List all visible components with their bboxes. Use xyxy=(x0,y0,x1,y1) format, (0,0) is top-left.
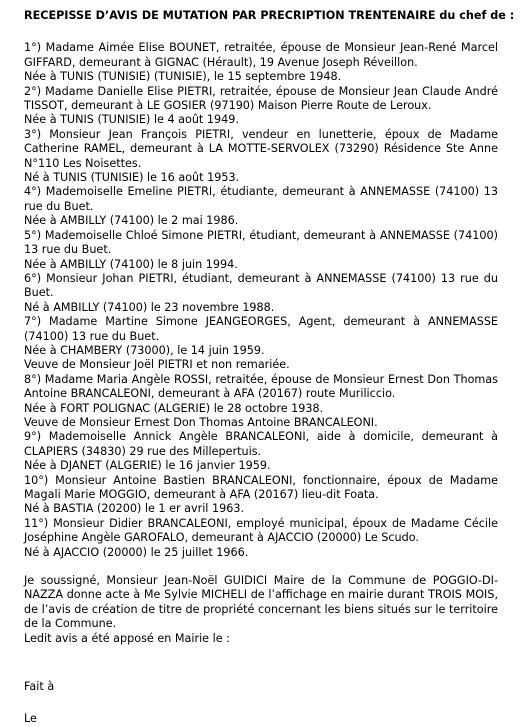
heir-detail-line: Née à FORT POLIGNAC (ALGERIE) le 28 octobre 1938. xyxy=(24,401,324,415)
document-title: RECEPISSE D’AVIS DE MUTATION PAR PRECRIPTION TRENTENAIRE du chef de : xyxy=(24,9,515,22)
heir-entry xyxy=(24,315,498,373)
heir-description: 9°) Mademoiselle Annick Angèle BRANCALEONI, aide à domicile, demeurant à CLAPIERS (34830) 29 rue des Millepertuis. xyxy=(24,430,498,458)
closing-section xyxy=(24,574,498,646)
posting-date-line: Ledit avis a été apposé en Mairie le : xyxy=(24,631,230,645)
heir-detail-line: Née à TUNIS (TUNISIE) le 4 août 1949. xyxy=(24,113,239,127)
signature-place: Fait à xyxy=(24,680,55,694)
heir-entry xyxy=(24,517,498,560)
heir-detail-line: Né à AJACCIO (20000) le 25 juillet 1966. xyxy=(24,545,249,559)
heir-entry xyxy=(24,41,498,84)
heir-detail-line: Née à AMBILLY (74100) le 2 mai 1986. xyxy=(24,214,239,228)
heir-entry xyxy=(24,185,498,228)
heir-detail-line: Veuve de Monsieur Joël PIETRI et non remariée. xyxy=(24,358,290,372)
heir-detail-line: Née à AMBILLY (74100) le 8 juin 1994. xyxy=(24,257,238,271)
heir-entry xyxy=(24,229,498,272)
heir-entry xyxy=(24,373,498,431)
heir-description: 10°) Monsieur Antoine Bastien BRANCALEONI, fonctionnaire, époux de Madame Magali Marie MOGGIO, demeurant à AFA (20167) lieu-dit Foata. xyxy=(24,473,498,501)
signature-date: Le xyxy=(24,712,37,726)
heir-detail-line: Née à CHAMBERY (73000), le 14 juin 1959. xyxy=(24,343,265,357)
heir-description: 4°) Mademoiselle Emeline PIETRI, étudiante, demeurant à ANNEMASSE (74100) 13 rue du Buet. xyxy=(24,185,498,213)
heir-entry xyxy=(24,128,498,186)
heir-description: 1°) Madame Aimée Elise BOUNET, retraitée, épouse de Monsieur Jean-René Marcel GIFFARD, demeurant à GIGNAC (Hérault), 19 Avenue Joseph Réveillon. xyxy=(24,41,498,69)
heir-detail-line: Née à DJANET (ALGERIE) le 16 janvier 1959. xyxy=(24,459,271,473)
heir-description: 3°) Monsieur Jean François PIETRI, vendeur en lunetterie, époux de Madame Catherine RAMEL, demeurant à LA MOTTE-SERVOLEX (73290) Résidence Ste Anne N°110 Les Noisettes. xyxy=(24,127,498,170)
heir-detail-line: Né à AMBILLY (74100) le 23 novembre 1988. xyxy=(24,300,275,314)
heir-description: 2°) Madame Danielle Elise PIETRI, retraitée, épouse de Monsieur Jean Claude André TISSOT, demeurant à LE GOSIER (97190) Maison Pierre Route de Leroux. xyxy=(24,84,498,113)
heir-entry xyxy=(24,272,498,315)
heir-detail-line: Né à TUNIS (TUNISIE) le 16 août 1953. xyxy=(24,171,240,185)
heirs-list xyxy=(24,41,498,560)
heir-description: 6°) Monsieur Johan PIETRI, étudiant, demeurant à ANNEMASSE (74100) 13 rue du Buet. xyxy=(24,271,498,300)
heir-description: 5°) Mademoiselle Chloé Simone PIETRI, étudiant, demeurant à ANNEMASSE (74100) 13 rue du Buet. xyxy=(24,228,498,257)
heir-detail-line: Né à BASTIA (20200) le 1 er avril 1963. xyxy=(24,502,245,516)
heir-description: 7°) Madame Martine Simone JEANGEORGES, Agent, demeurant à ANNEMASSE (74100) 13 rue du Buet. xyxy=(24,315,498,343)
heir-entry xyxy=(24,474,498,517)
heir-description: 11°) Monsieur Didier BRANCALEONI, employé municipal, époux de Madame Cécile Joséphine Angèle GAROFALO, demeurant à AJACCIO (20000) Le Scudo. xyxy=(24,516,498,545)
heir-entry xyxy=(24,85,498,128)
document xyxy=(24,9,515,727)
heir-entry xyxy=(24,430,498,473)
heir-detail-line: Veuve de Monsieur Ernest Don Thomas Antoine BRANCALEONI. xyxy=(24,415,378,429)
heir-description: 8°) Madame Maria Angèle ROSSI, retraitée, épouse de Monsieur Ernest Don Thomas Antoine BRANCALEONI, demeurant à AFA (20167) route Muriliccio. xyxy=(24,372,498,401)
mayor-statement: Je soussigné, Monsieur Jean-Noël GUIDICI Maire de la Commune de POGGIO-DI-NAZZA donne acte à Me Sylvie MICHELI de l’affichage en mairie durant TROIS MOIS, de l’avis de création de titre de propriété concernant les biens situés sur le territoire de la Commune. xyxy=(24,574,498,631)
heir-detail-line: Née à TUNIS (TUNISIE) (TUNISIE), le 15 septembre 1948. xyxy=(24,70,342,84)
